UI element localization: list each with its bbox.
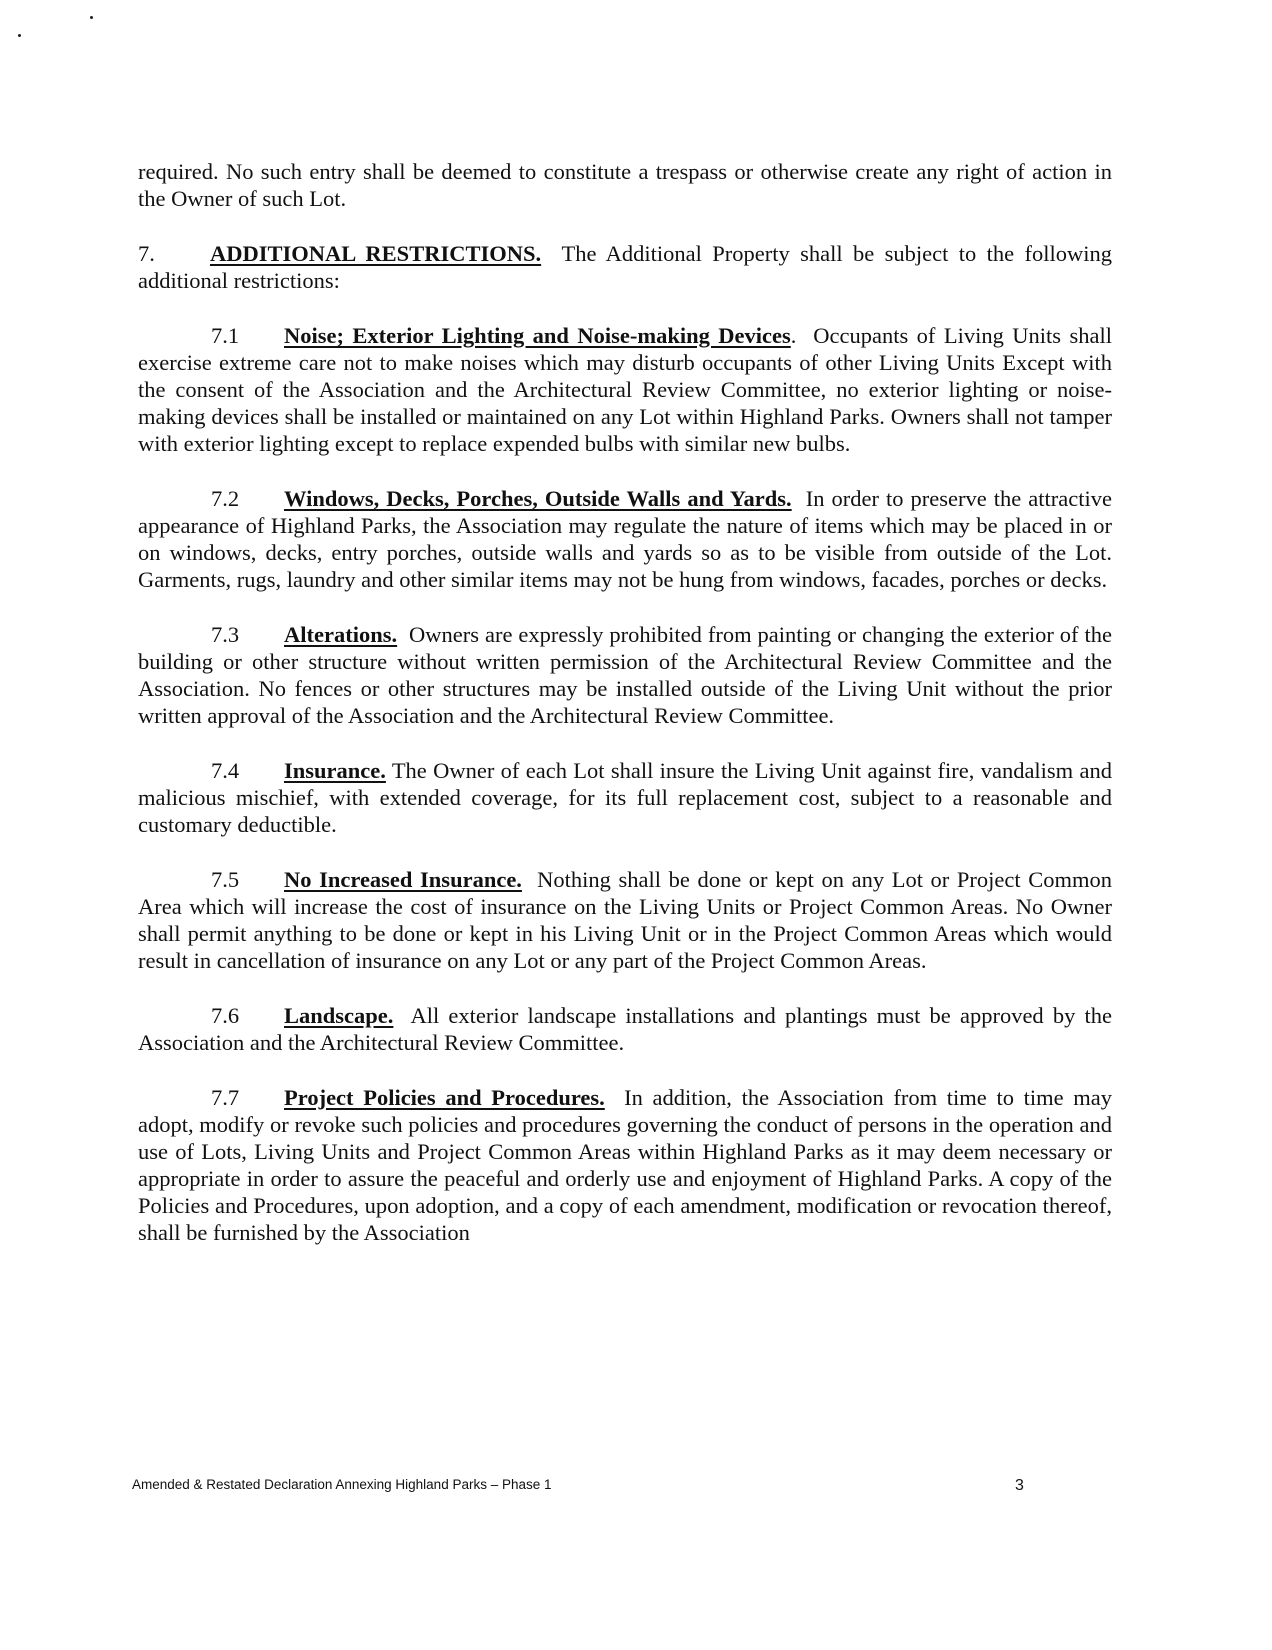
section-7-paragraph xyxy=(138,240,1112,294)
subsection-7-7 xyxy=(138,1084,1112,1246)
subsection-heading-suffix: . xyxy=(790,323,797,348)
subsection-number: 7.7 xyxy=(211,1085,240,1110)
subsection-text: The Owner of each Lot shall insure the Living Unit against fire, vandalism and malicious mischief, with extended coverage, for its full replacement cost, subject to a reasonable and customary deductible. xyxy=(138,758,1112,837)
subsection-7-5 xyxy=(138,866,1112,974)
subsection-7-3 xyxy=(138,621,1112,729)
subsection-7-6 xyxy=(138,1002,1112,1056)
subsection-7-1 xyxy=(138,322,1112,457)
subsection-number: 7.5 xyxy=(211,867,240,892)
subsection-number: 7.3 xyxy=(211,622,240,647)
page-number: 3 xyxy=(1015,1477,1024,1494)
section-number: 7. xyxy=(138,241,155,266)
subsection-heading: Noise; Exterior Lighting and Noise-making Devices xyxy=(284,323,791,348)
subsection-heading: Windows, Decks, Porches, Outside Walls and Yards. xyxy=(284,486,792,511)
subsection-heading: Insurance. xyxy=(284,758,386,783)
page-footer: Amended & Restated Declaration Annexing Highland Parks – Phase 1 xyxy=(132,1477,552,1492)
subsection-heading: Landscape. xyxy=(284,1003,394,1028)
subsection-heading: No Increased Insurance. xyxy=(284,867,522,892)
subsection-number: 7.6 xyxy=(211,1003,240,1028)
subsection-7-4 xyxy=(138,757,1112,838)
scan-speck xyxy=(18,34,21,37)
subsection-text: Owners are expressly prohibited from painting or changing the exterior of the building or other structure without written permission of the Architectural Review Committee and the Association. No fences or other structures may be installed outside of the Living Unit without the prior written approval of the Association and the Architectural Review Committee. xyxy=(138,622,1112,728)
document-body xyxy=(138,158,1112,1246)
subsection-text: Occupants of Living Units shall exercise extreme care not to make noises which may disturb occupants of other Living Units Except with the consent of the Association and the Architectural Review Committee, no exterior lighting or noise-making devices shall be installed or maintained on any Lot within Highland Parks. Owners shall not tamper with exterior lighting except to replace expended bulbs with similar new bulbs. xyxy=(138,323,1112,456)
subsection-number: 7.4 xyxy=(211,758,240,783)
subsection-heading: Project Policies and Procedures. xyxy=(284,1085,605,1110)
subsection-text: All exterior landscape installations and plantings must be approved by the Association and the Architectural Review Committee. xyxy=(138,1003,1112,1055)
subsection-number: 7.2 xyxy=(211,486,240,511)
subsection-heading: Alterations. xyxy=(284,622,398,647)
scan-speck xyxy=(90,16,93,19)
subsection-text: In addition, the Association from time to time may adopt, modify or revoke such policies and procedures governing the conduct of persons in the operation and use of Lots, Living Units and Project Common Areas within Highland Parks as it may deem necessary or appropriate in order to assure the peaceful and orderly use and enjoyment of Highland Parks. A copy of the Policies and Procedures, upon adoption, and a copy of each amendment, modification or revocation thereof, shall be furnished by the Association xyxy=(138,1085,1112,1245)
subsection-7-2 xyxy=(138,485,1112,593)
section-heading: ADDITIONAL RESTRICTIONS. xyxy=(210,241,542,266)
subsection-text: In order to preserve the attractive appearance of Highland Parks, the Association may regulate the nature of items which may be placed in or on windows, decks, entry porches, outside walls and yards so as to be visible from outside of the Lot. Garments, rugs, laundry and other similar items may not be hung from windows, facades, porches or decks. xyxy=(138,486,1112,592)
continuation-paragraph: required. No such entry shall be deemed to constitute a trespass or otherwise create any right of action in the Owner of such Lot. xyxy=(138,159,1112,211)
section-text: The Additional Property shall be subject to the following additional restrictions: xyxy=(138,241,1112,293)
subsection-text: Nothing shall be done or kept on any Lot or Project Common Area which will increase the cost of insurance on the Living Units or Project Common Areas. No Owner shall permit anything to be done or kept in his Living Unit or in the Project Common Areas which would result in cancellation of insurance on any Lot or any part of the Project Common Areas. xyxy=(138,867,1113,973)
subsection-number: 7.1 xyxy=(211,323,240,348)
